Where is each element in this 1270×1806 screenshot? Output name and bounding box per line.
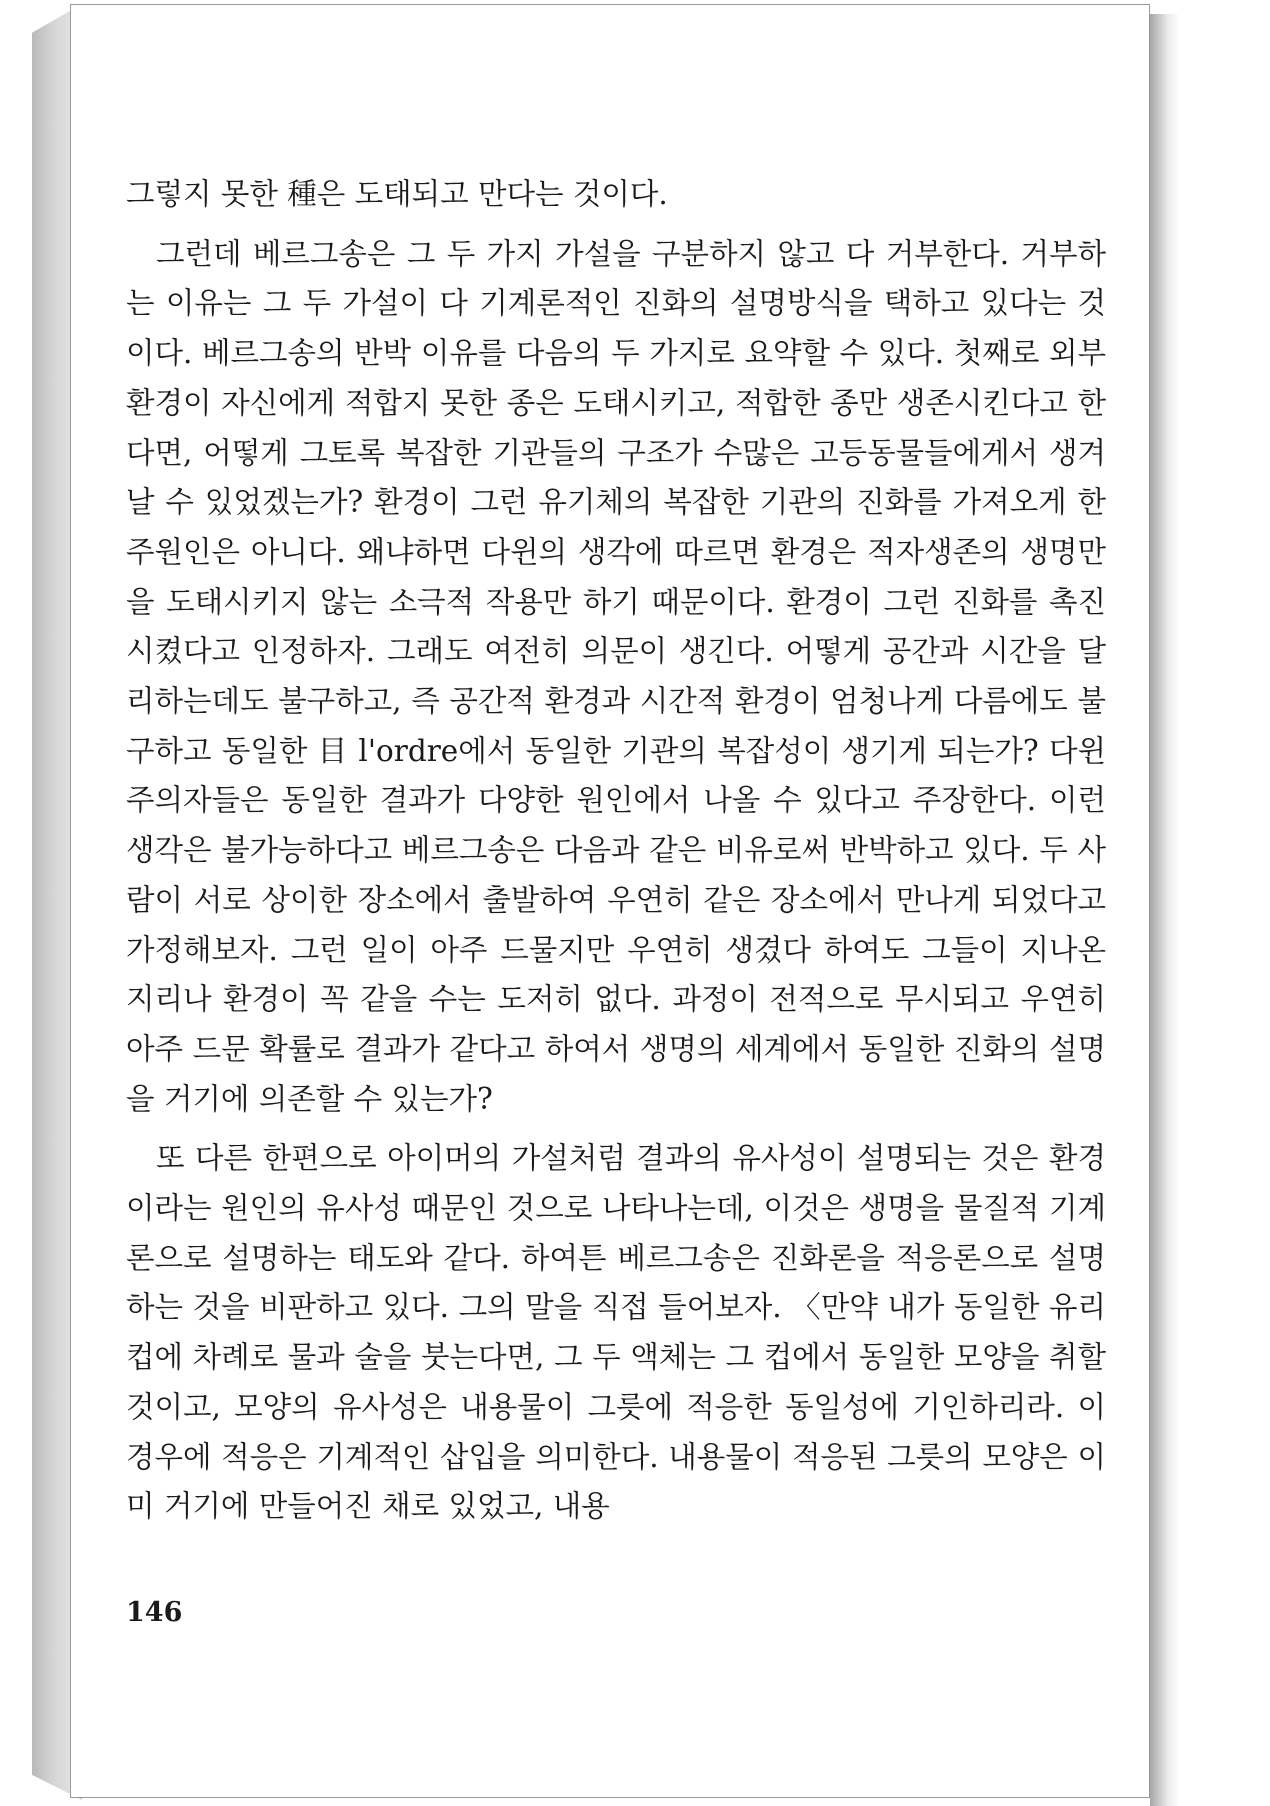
page-shadow [1150,14,1180,1806]
paragraph-3: 또 다른 한편으로 아이머의 가설처럼 결과의 유사성이 설명되는 것은 환경이라는 원인의 유사성 때문인 것으로 나타나는데, 이것은 생명을 물질적 기계론으로 설명하는 태도와 같다. 하여튼 베르그송은 진화론을 적응론으로 설명하는 것을 비판하고 있다. 그의 말을 직접 들어보자. 〈만약 내가 동일한 유리컵에 차례로 물과 술을 붓는다면, 그 두 액체는 그 컵에서 동일한 모양을 취할 것이고, 모양의 유사성은 내용물이 그릇에 적응한 동일성에 기인하리라. 이 경우에 적응은 기계적인 삽입을 의미한다. 내용물이 적응된 그릇의 모양은 이미 거기에 만들어진 채로 있었고, 내용 [126,1141,1106,1524]
body-text [126,170,1106,1532]
page-number: 146 [126,1597,183,1628]
paragraph-1: 그렇지 못한 種은 도태되고 만다는 것이다. [126,177,668,211]
paragraph-2: 그런데 베르그송은 그 두 가지 가설을 구분하지 않고 다 거부한다. 거부하는 이유는 그 두 가설이 다 기계론적인 진화의 설명방식을 택하고 있다는 것이다. 베르그송의 반박 이유를 다음의 두 가지로 요약할 수 있다. 첫째로 외부환경이 자신에게 적합지 못한 종은 도태시키고, 적합한 종만 생존시킨다고 한다면, 어떻게 그토록 복잡한 기관들의 구조가 수많은 고등동물들에게서 생겨날 수 있었겠는가? 환경이 그런 유기체의 복잡한 기관의 진화를 가져오게 한 주원인은 아니다. 왜냐하면 다윈의 생각에 따르면 환경은 적자생존의 생명만을 도태시키지 않는 소극적 작용만 하기 때문이다. 환경이 그런 진화를 촉진시켰다고 인정하자. 그래도 여전히 의문이 생긴다. 어떻게 공간과 시간을 달리하는데도 불구하고, 즉 공간적 환경과 시간적 환경이 엄청나게 다름에도 불구하고 동일한 目 l'ordre에서 동일한 기관의 복잡성이 생기게 되는가? 다윈주의자들은 동일한 결과가 다양한 원인에서 나올 수 있다고 주장한다. 이런 생각은 불가능하다고 베르그송은 다음과 같은 비유로써 반박하고 있다. 두 사람이 서로 상이한 장소에서 출발하여 우연히 같은 장소에서 만나게 되었다고 가정해보자. 그런 일이 아주 드물지만 우연히 생겼다 하여도 그들이 지나온 지리나 환경이 꼭 같을 수는 도저히 없다. 과정이 전적으로 무시되고 우연히 아주 드문 확률로 결과가 같다고 하여서 생명의 세계에서 동일한 진화의 설명을 거기에 의존할 수 있는가? [126,236,1106,1116]
